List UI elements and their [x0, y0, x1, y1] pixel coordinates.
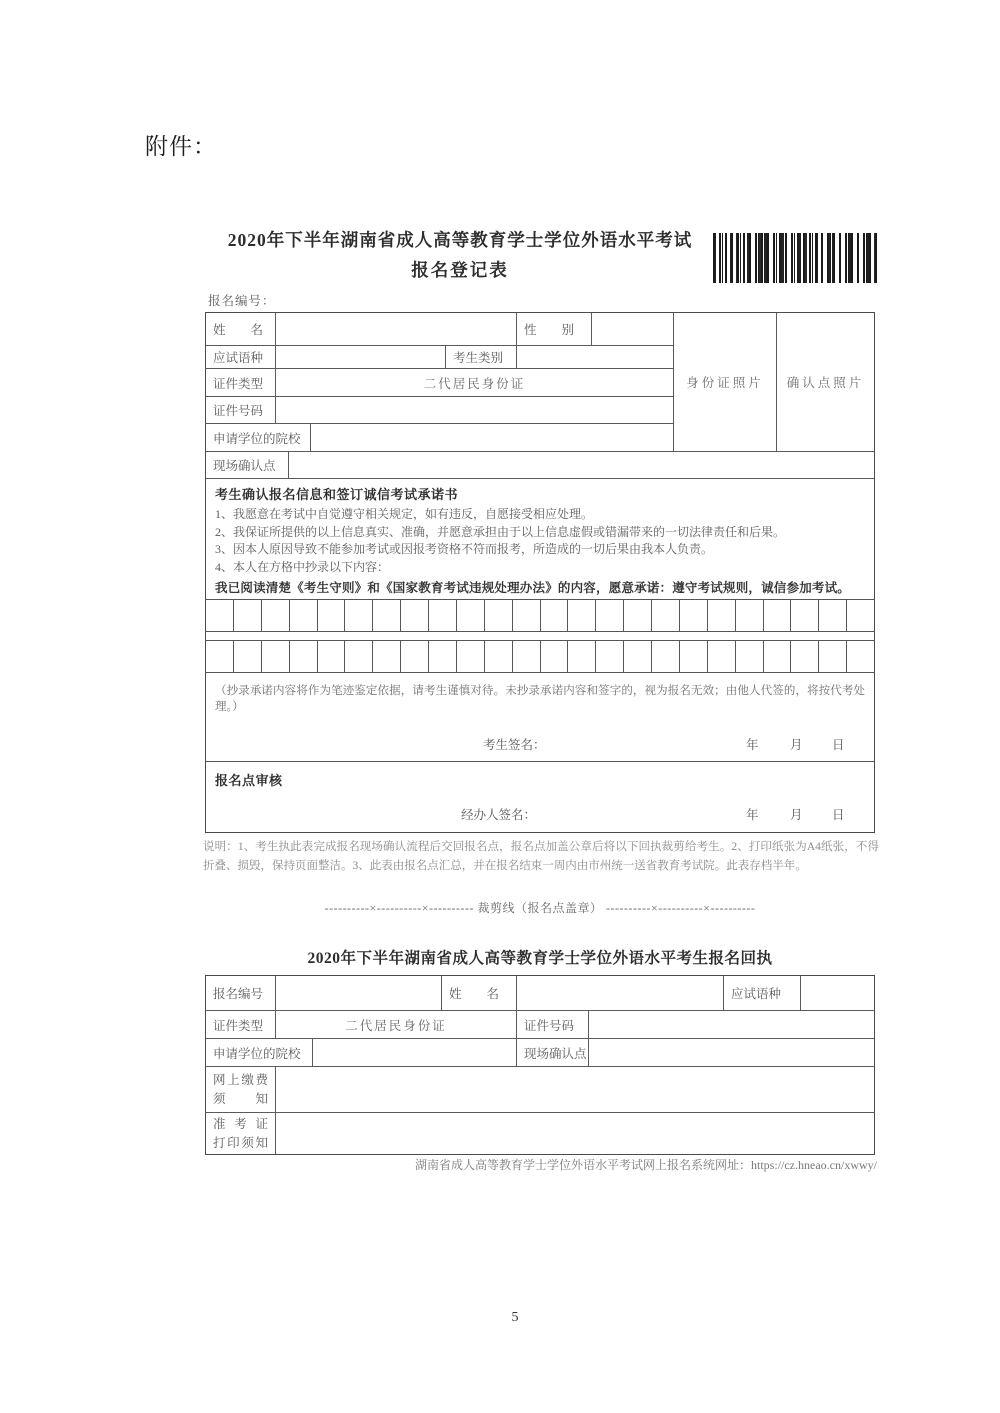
- receipt-name-label: 姓 名: [442, 976, 517, 1010]
- copy-grid-box: [680, 641, 708, 672]
- degree-school-value-cell: [311, 424, 674, 451]
- copy-grid-box: [513, 600, 541, 631]
- copy-grid-box: [764, 600, 792, 631]
- row-name-gender: [206, 313, 674, 346]
- copy-grid-box: [485, 641, 513, 672]
- receipt-ticket-row: [206, 1113, 874, 1154]
- copy-grid-box: [206, 600, 234, 631]
- receipt-payment-row: [206, 1067, 874, 1113]
- admission-ticket-line1: 准 考 证: [213, 1116, 268, 1131]
- receipt-language-label: 应试语种: [724, 976, 801, 1010]
- receipt-id-type-label: 证件类型: [206, 1011, 276, 1038]
- copy-grid-box: [485, 600, 513, 631]
- confirm-site-label: 现场确认点: [206, 452, 289, 478]
- copy-grid-box: [736, 600, 764, 631]
- copy-grid-box: [457, 641, 485, 672]
- id-number-label: 证件号码: [206, 397, 276, 423]
- month-label: 月: [790, 808, 803, 822]
- copy-grid-gap: [206, 632, 874, 640]
- language-label: 应试语种: [206, 346, 276, 368]
- review-heading: 报名点审核: [215, 773, 283, 788]
- language-value-cell: [276, 346, 446, 368]
- month-label: 月: [790, 738, 803, 752]
- registration-number-label: 报名编号：: [208, 294, 276, 308]
- admission-ticket-label: [206, 1113, 276, 1154]
- receipt-name-value-cell: [517, 976, 724, 1010]
- id-type-label: 证件类型: [206, 369, 276, 396]
- copy-grid-box: [234, 641, 262, 672]
- copy-grid-box: [652, 641, 680, 672]
- confirm-site-value-cell: [289, 452, 874, 478]
- barcode-image: [713, 233, 878, 283]
- copy-note-block: [206, 673, 874, 762]
- copy-grid-box: [429, 641, 457, 672]
- row-degree-school: [206, 424, 674, 452]
- receipt-table: [205, 975, 875, 1155]
- candidate-type-value-cell: [517, 346, 674, 368]
- receipt-reg-no-label: 报名编号: [206, 976, 276, 1010]
- copy-grid-box: [234, 600, 262, 631]
- copy-grid-box: [401, 600, 429, 631]
- copy-grid-box: [345, 600, 373, 631]
- receipt-reg-no-value-cell: [276, 976, 442, 1010]
- commitment-item-2: 2、我保证所提供的以上信息真实、准确，并愿意承担由于以上信息虚假或错漏带来的一切法律责任和后果。: [215, 524, 786, 539]
- copy-grid-box: [206, 641, 234, 672]
- name-value-cell: [276, 313, 517, 345]
- copy-grid-box: [652, 600, 680, 631]
- copy-grid-row-2: [206, 640, 874, 673]
- commitment-heading: 考生确认报名信息和签订诚信考试承诺书: [215, 487, 459, 502]
- commitment-copy-text: 我已阅读清楚《考生守则》和《国家教育考试违规处理办法》的内容，愿意承诺：遵守考试规则，诚信参加考试。: [215, 581, 851, 595]
- payment-notice-content-cell: [276, 1067, 874, 1112]
- payment-notice-line1: 网上缴费: [213, 1072, 268, 1087]
- copy-grid-box: [624, 641, 652, 672]
- day-label: 日: [832, 738, 845, 752]
- copy-grid-box: [401, 641, 429, 672]
- day-label: 日: [832, 808, 845, 822]
- copy-grid-box: [680, 600, 708, 631]
- receipt-id-no-label: 证件号码: [517, 1011, 589, 1038]
- year-label: 年: [746, 738, 759, 752]
- copy-grid-box: [736, 641, 764, 672]
- registration-form-table: [205, 312, 875, 833]
- cut-line: ----------×----------×---------- 裁剪线（报名点盖章） ----------×----------×----------: [324, 901, 756, 915]
- copy-grid-box: [429, 600, 457, 631]
- copy-grid-box: [373, 600, 401, 631]
- copy-grid-box: [791, 600, 819, 631]
- receipt-degree-school-label: 申请学位的院校: [206, 1039, 313, 1066]
- copy-grid-box: [819, 600, 847, 631]
- copy-grid-box: [568, 641, 596, 672]
- receipt-title: 2020年下半年湖南省成人高等教育学士学位外语水平考生报名回执: [307, 950, 773, 967]
- commitment-item-1: 1、我愿意在考试中自觉遵守相关规定，如有违反，自愿接受相应处理。: [215, 507, 594, 521]
- receipt-id-type-value: 二代居民身份证: [276, 1011, 517, 1038]
- copy-grid-box: [318, 641, 346, 672]
- review-section: [206, 762, 874, 833]
- receipt-confirm-site-label: 现场确认点: [517, 1039, 589, 1066]
- commitment-section: [206, 479, 874, 599]
- handler-signature-label: 经办人签名：: [461, 808, 537, 822]
- form-instructions: 说明：1、考生执此表完成报名现场确认流程后交回报名点，报名点加盖公章后将以下回执裁剪给考生。2、打印纸张为A4纸张，不得折叠、损毁，保持页面整洁。3、此表由报名点汇总，并在报名结束一周内由市州统一送省教育考试院。此表存档半年。: [203, 841, 879, 872]
- copy-grid-box: [373, 641, 401, 672]
- attachment-label: 附件：: [145, 134, 217, 159]
- copy-grid-box: [791, 641, 819, 672]
- payment-notice-line2: 须 知: [213, 1091, 268, 1106]
- id-number-value-cell: [276, 397, 674, 423]
- copy-grid-row-1: [206, 599, 874, 632]
- candidate-signature-label: 考生签名：: [483, 738, 546, 752]
- admission-ticket-line2: 打印须知: [213, 1135, 268, 1150]
- copy-grid-box: [568, 600, 596, 631]
- row-id-type: [206, 369, 674, 397]
- id-photo-box: 身份证照片: [674, 313, 777, 452]
- copy-grid-box: [345, 641, 373, 672]
- gender-value-cell: [592, 313, 674, 345]
- page-number: 5: [511, 1310, 519, 1325]
- copy-grid-box: [596, 600, 624, 631]
- receipt-confirm-site-value-cell: [589, 1039, 874, 1066]
- copy-grid-box: [819, 641, 847, 672]
- degree-school-label: 申请学位的院校: [206, 424, 311, 451]
- admission-ticket-content-cell: [276, 1113, 874, 1154]
- website-note: 湖南省成人高等教育学士学位外语水平考试网上报名系统网址：https://cz.hneao.cn/xwwy/: [415, 1158, 877, 1172]
- copy-grid-box: [318, 600, 346, 631]
- commitment-item-4: 4、本人在方格中抄录以下内容：: [215, 559, 390, 574]
- copy-grid-box: [764, 641, 792, 672]
- copy-grid-box: [457, 600, 485, 631]
- candidate-signature-row: [206, 735, 874, 751]
- copy-grid-box: [708, 641, 736, 672]
- payment-notice-label: [206, 1067, 276, 1112]
- copy-grid-box: [624, 600, 652, 631]
- row-id-number: [206, 397, 674, 424]
- copy-grid-box: [262, 600, 290, 631]
- receipt-row-2: [206, 1011, 874, 1039]
- year-label: 年: [746, 808, 759, 822]
- copy-grid-box: [513, 641, 541, 672]
- receipt-language-value-cell: [801, 976, 874, 1010]
- confirm-point-photo-box: 确认点照片: [777, 313, 874, 452]
- copy-note-text: （抄录承诺内容将作为笔迹鉴定依据，请考生谨慎对待。未抄录承诺内容和签字的，视为报名无效；由他人代签的，将按代考处理。）: [215, 685, 865, 713]
- copy-grid-box: [262, 641, 290, 672]
- row-language-type: [206, 346, 674, 369]
- form-title-line2: 报名登记表: [411, 260, 509, 280]
- copy-grid-box: [708, 600, 736, 631]
- receipt-id-no-value-cell: [589, 1011, 874, 1038]
- form-title-line1: 2020年下半年湖南省成人高等教育学士学位外语水平考试: [227, 230, 693, 250]
- copy-grid-box: [541, 641, 569, 672]
- receipt-row-3: [206, 1039, 874, 1067]
- name-label: 姓 名: [206, 313, 276, 345]
- copy-grid-box: [596, 641, 624, 672]
- receipt-degree-school-value-cell: [313, 1039, 517, 1066]
- copy-grid-box: [541, 600, 569, 631]
- id-type-value: 二代居民身份证: [276, 369, 674, 396]
- form-upper-section: [206, 313, 865, 452]
- commitment-item-3: 3、因本人原因导致不能参加考试或因报考资格不符而报考，所造成的一切后果由我本人负责。: [215, 542, 714, 556]
- copy-grid-box: [290, 641, 318, 672]
- row-confirm-site: [206, 452, 874, 479]
- handler-signature-row: [206, 805, 874, 821]
- candidate-type-label: 考生类别: [446, 346, 517, 368]
- receipt-row-1: [206, 976, 874, 1011]
- gender-label: 性 别: [517, 313, 592, 345]
- copy-grid-box: [290, 600, 318, 631]
- copy-grid-box: [847, 600, 874, 631]
- copy-grid-box: [847, 641, 874, 672]
